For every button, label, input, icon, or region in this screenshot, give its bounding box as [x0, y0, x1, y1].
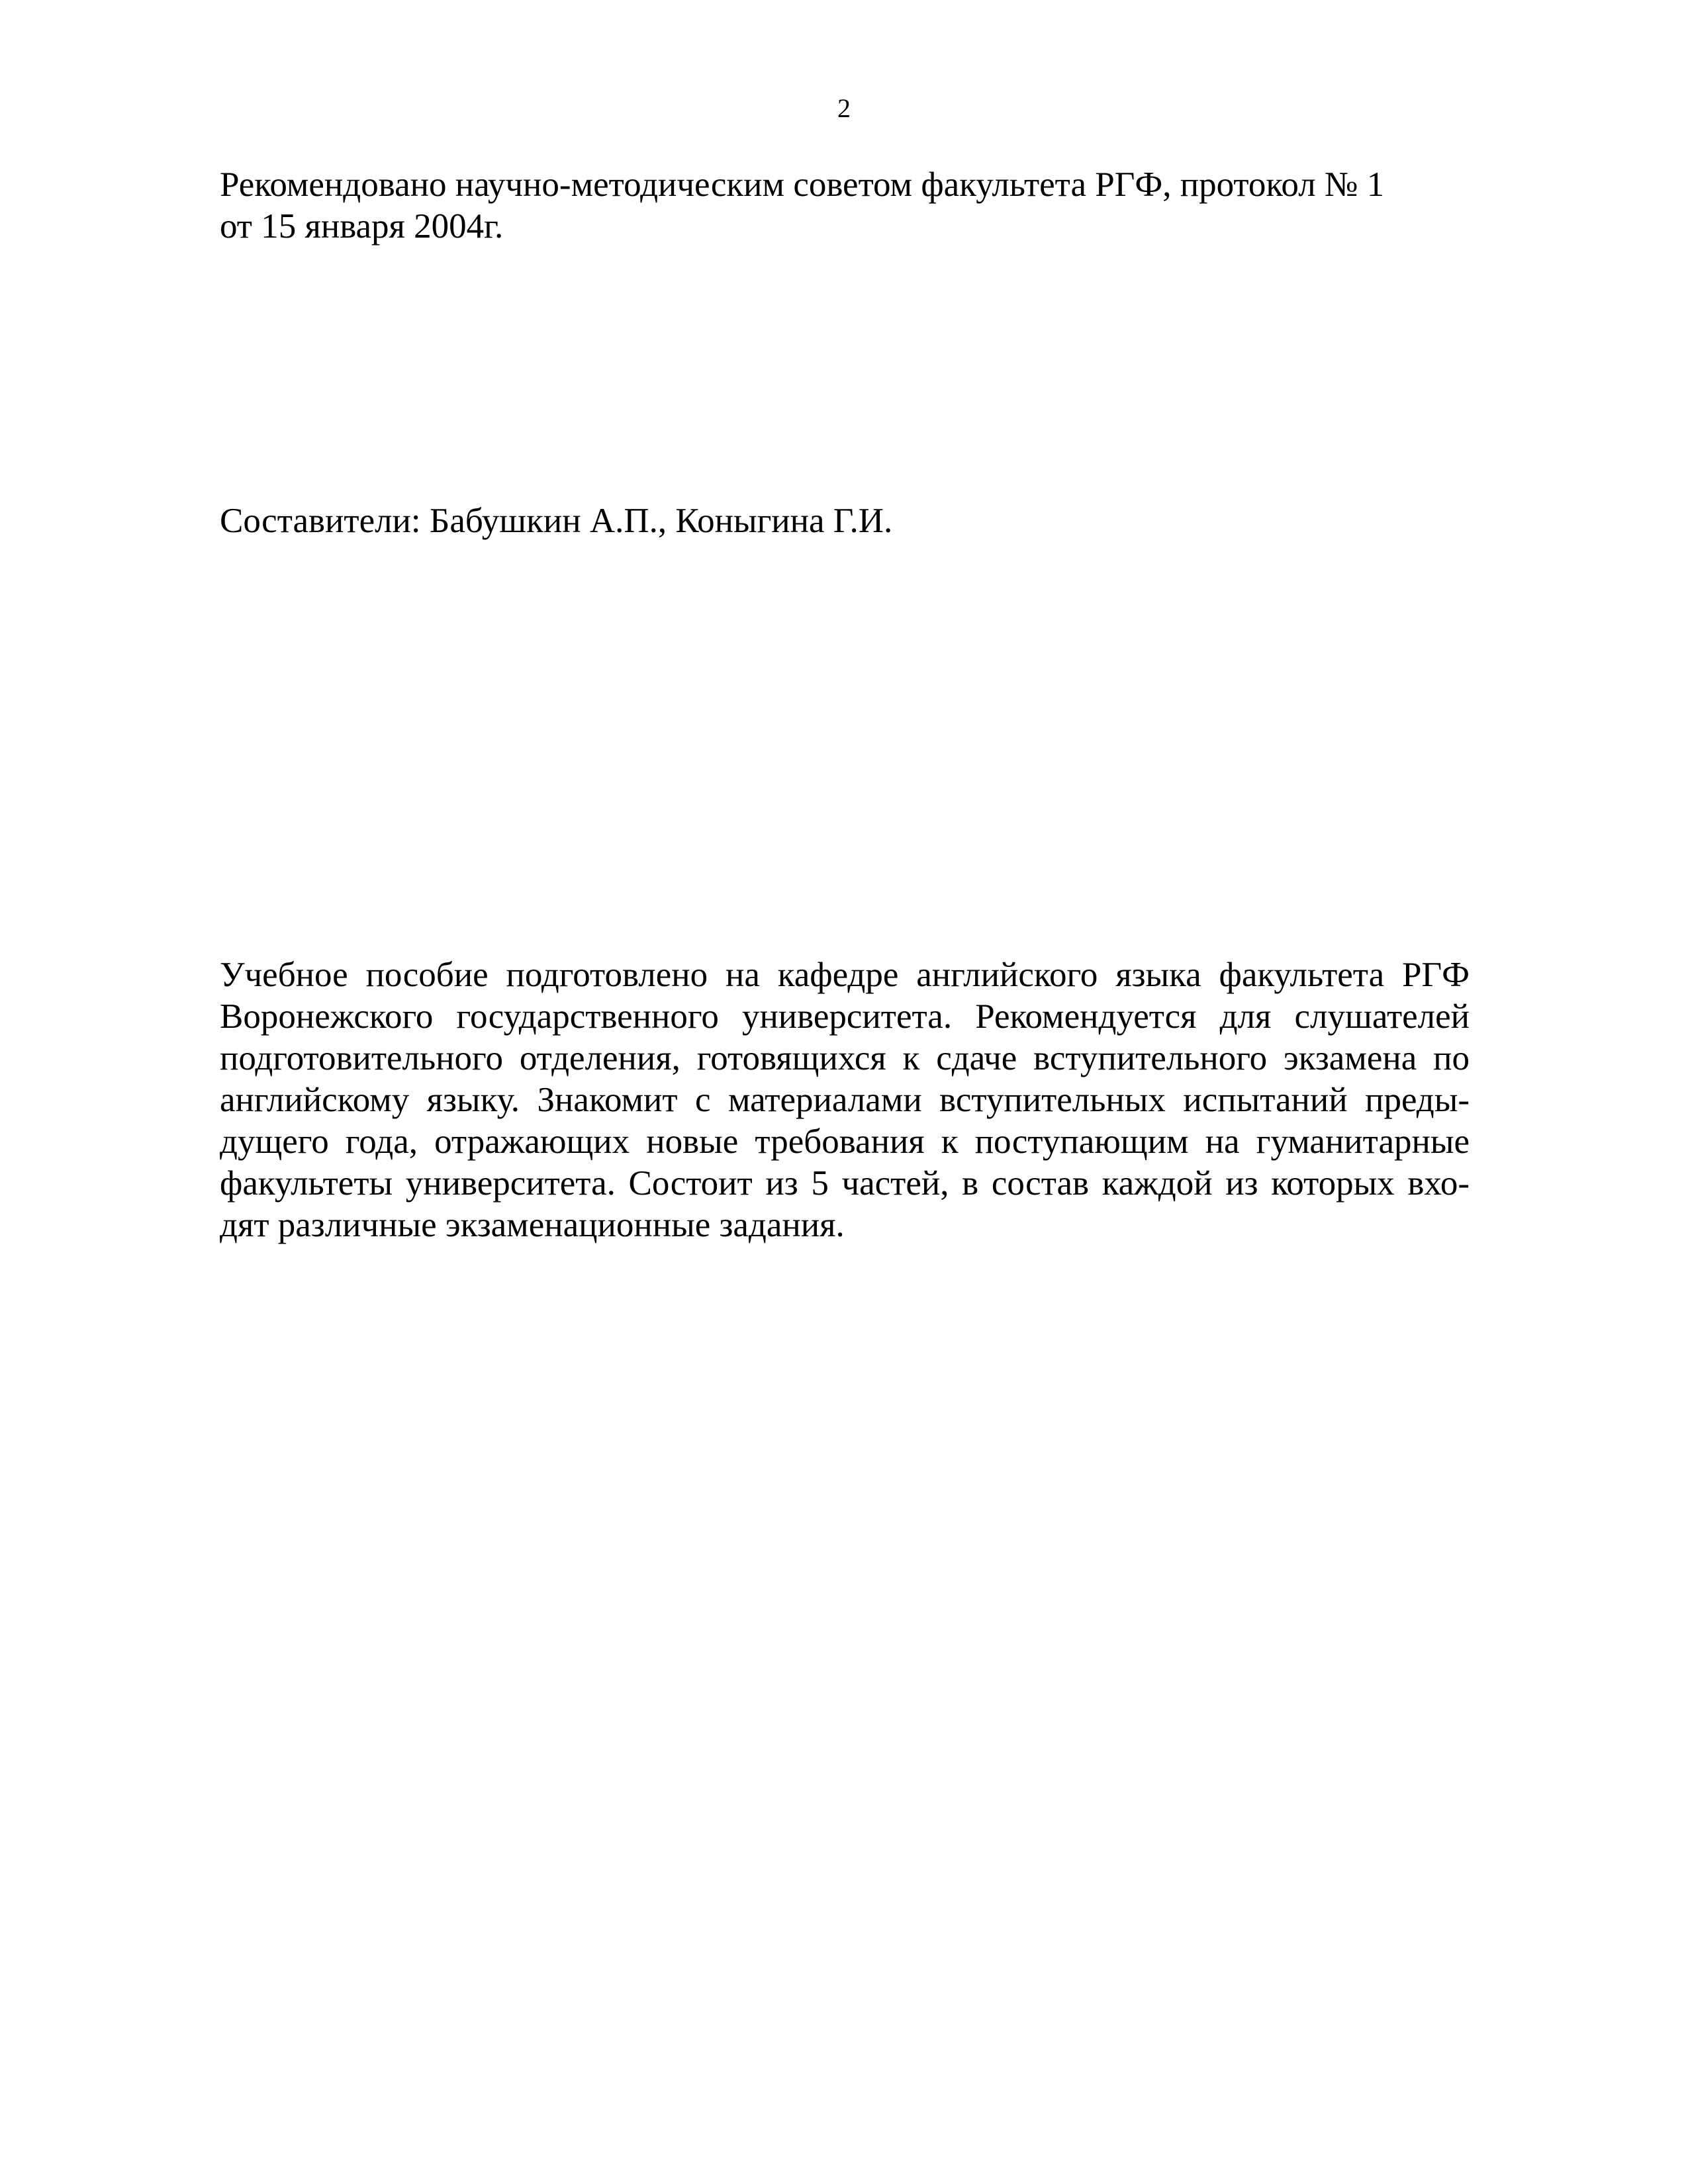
description-line: факультеты университета. Состоит из 5 частей, в состав каждой из которых вхо- — [220, 1164, 1470, 1203]
description-line: английскому языку. Знакомит с материалами вступительных испытаний преды- — [220, 1081, 1470, 1119]
recommendation-line-1: Рекомендовано научно-методическим советом факультета РГФ, протокол № 1 — [220, 165, 1385, 204]
description-paragraph — [220, 954, 1470, 1246]
description-line: дят различные экзаменационные задания. — [220, 1206, 845, 1244]
description-line: Учебное пособие подготовлено на кафедре английского языка факультета РГФ — [220, 956, 1470, 994]
description-line: дущего года, отражающих новые требования к поступающим на гуманитарные — [220, 1122, 1470, 1161]
recommendation-line-2: от 15 января 2004г. — [220, 207, 504, 246]
description-line: Воронежского государственного университета. Рекомендуется для слушателей — [220, 997, 1470, 1036]
authors-line: Составители: Бабушкин А.П., Коныгина Г.И. — [220, 502, 893, 540]
page-number: 2 — [837, 93, 851, 123]
description-line: подготовительного отделения, готовящихся к сдаче вступительного экзамена по — [220, 1039, 1470, 1077]
recommendation-paragraph — [220, 164, 1470, 248]
